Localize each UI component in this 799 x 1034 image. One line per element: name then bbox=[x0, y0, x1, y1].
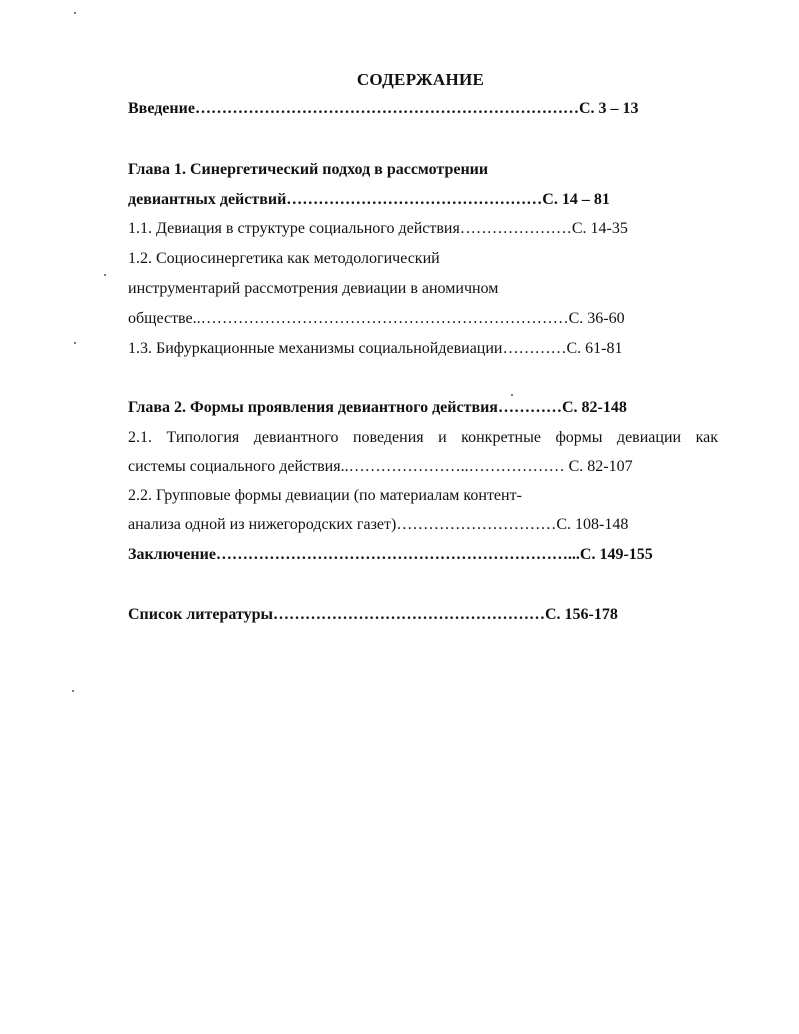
toc-entry-chapter-2: Глава 2. Формы проявления девиантного действия…………С. 82-148 bbox=[128, 399, 627, 416]
toc-word: поведения bbox=[352, 429, 424, 446]
toc-word: и bbox=[438, 429, 447, 446]
toc-word: 2.1. bbox=[128, 429, 152, 446]
toc-word: формы bbox=[555, 429, 603, 446]
toc-entry-bibliography: Список литературы……………………………………………С. 156-178 bbox=[128, 606, 618, 623]
scan-speck bbox=[74, 12, 76, 14]
toc-word: девиантного bbox=[253, 429, 339, 446]
toc-entry-section-1-2-line-3: обществе..……………………………………………………………С. 36-60 bbox=[128, 310, 625, 327]
toc-entry-section-2-1-line-1 bbox=[128, 428, 718, 448]
toc-entry-conclusion: Заключение…………………………………………………………...С. 149-155 bbox=[128, 546, 653, 563]
toc-word: конкретные bbox=[461, 429, 541, 446]
scan-speck bbox=[511, 394, 513, 396]
toc-entry-intro: Введение………………………………………………………………С. 3 – 13 bbox=[128, 100, 639, 117]
toc-entry-section-1-2-line-1: 1.2. Социосинергетика как методологический bbox=[128, 250, 440, 267]
page-title: СОДЕРЖАНИЕ bbox=[356, 70, 485, 89]
scan-speck bbox=[74, 342, 76, 344]
toc-word: Типология bbox=[166, 429, 240, 446]
toc-entry-section-1-1: 1.1. Девиация в структуре социального действия…………………С. 14-35 bbox=[128, 220, 628, 237]
toc-entry-section-1-2-line-2: инструментарий рассмотрения девиации в аномичном bbox=[128, 280, 499, 297]
toc-entry-section-2-2-line-2: анализа одной из нижегородских газет)…………………………С. 108-148 bbox=[128, 516, 629, 533]
scan-speck bbox=[104, 274, 106, 276]
toc-word: девиации bbox=[616, 429, 682, 446]
toc-entry-section-1-3: 1.3. Бифуркационные механизмы социальнойдевиации…………С. 61-81 bbox=[128, 340, 623, 357]
toc-entry-section-2-1-line-2: системы социального действия..…………………..……………… С. 82-107 bbox=[128, 458, 633, 475]
toc-entry-section-2-2-line-1: 2.2. Групповые формы девиации (по материалам контент- bbox=[128, 487, 522, 504]
toc-word: как bbox=[695, 429, 718, 446]
toc-entry-chapter-1-line-2: девиантных действий…………………………………………С. 14 – 81 bbox=[128, 191, 610, 208]
toc-entry-chapter-1-line-1: Глава 1. Синергетический подход в рассмотрении bbox=[128, 161, 489, 178]
scan-speck bbox=[72, 690, 74, 692]
